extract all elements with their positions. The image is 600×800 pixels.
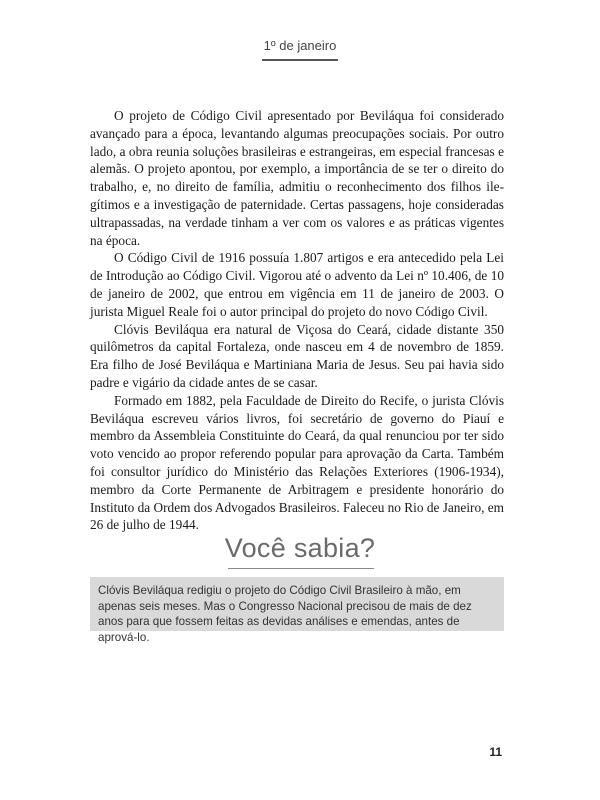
running-head-text: 1º de janeiro (263, 38, 337, 53)
running-head-rule (262, 59, 338, 61)
body-text (90, 107, 504, 534)
sidebar-title-rule (228, 568, 374, 569)
did-you-know-box (90, 577, 504, 644)
body-paragraph: Clóvis Beviláqua era natural de Viçosa do Ceará, cidade distante 350 quilômetros da capital Fortaleza, onde nasceu em 4 de novembro de 1859. Era filho de José Beviláqua e Martiniana Maria de Jesus. Seu pai havia sido padre e vigário da cidade antes de se casar. (90, 321, 504, 390)
body-paragraph: Formado em 1882, pela Faculdade de Direito do Recife, o jurista Clóvis Beviláqua escreveu vários livros, foi secretário de governo do Piauí e membro da Assembleia Constituinte do Ceará, da qual renunciou por ter sido voto vencido ao propor referendo popular para aprovação da Carta. Também foi consultor jurídico do Ministério das Relações Exteriores (1906-1934), membro da Corte Permanente de Arbitragem e presidente honorário do Instituto da Ordem dos Advogados Brasileiros. Faleceu no Rio de Janeiro, em 26 de julho de 1944. (90, 392, 504, 533)
did-you-know-text: Clóvis Beviláqua redigiu o projeto do Código Civil Brasileiro à mão, em apenas seis meses. Mas o Congresso Nacional precisou de mais de dez anos para que fossem feitas as devidas análises e emendas, antes de aprová-lo. (98, 584, 472, 644)
running-head (0, 38, 600, 61)
body-paragraph: O Código Civil de 1916 possuía 1.807 artigos e era antecedido pela Lei de Introdução ao Código Civil. Vigorou até o advento da Lei nº 10.406, de 10 de janeiro de 2002, que entrou em vigência em 11 de janeiro de 2003. O jurista Miguel Reale foi o autor principal do projeto do novo Código Civil. (90, 250, 504, 319)
sidebar-title: Você sabia? (224, 533, 376, 563)
body-paragraph: O projeto de Código Civil apresentado por Beviláqua foi considerado avançado para a época, levantando algumas preocupações sociais. Por outro lado, a obra reunia soluções brasileiras e estrangeiras, em especial francesas e alemãs. O projeto apontou, por exemplo, a importância de se ter o direito do trabalho, e, no direito de família, admitiu o reconhecimento dos filhos ilegítimos e a investigação de paternidade. Certas passagens, hoje consideradas ultrapassadas, na verdade tinham a ver com os valores e as práticas vigentes na época. (90, 108, 504, 248)
page-number: 11 (489, 745, 502, 759)
